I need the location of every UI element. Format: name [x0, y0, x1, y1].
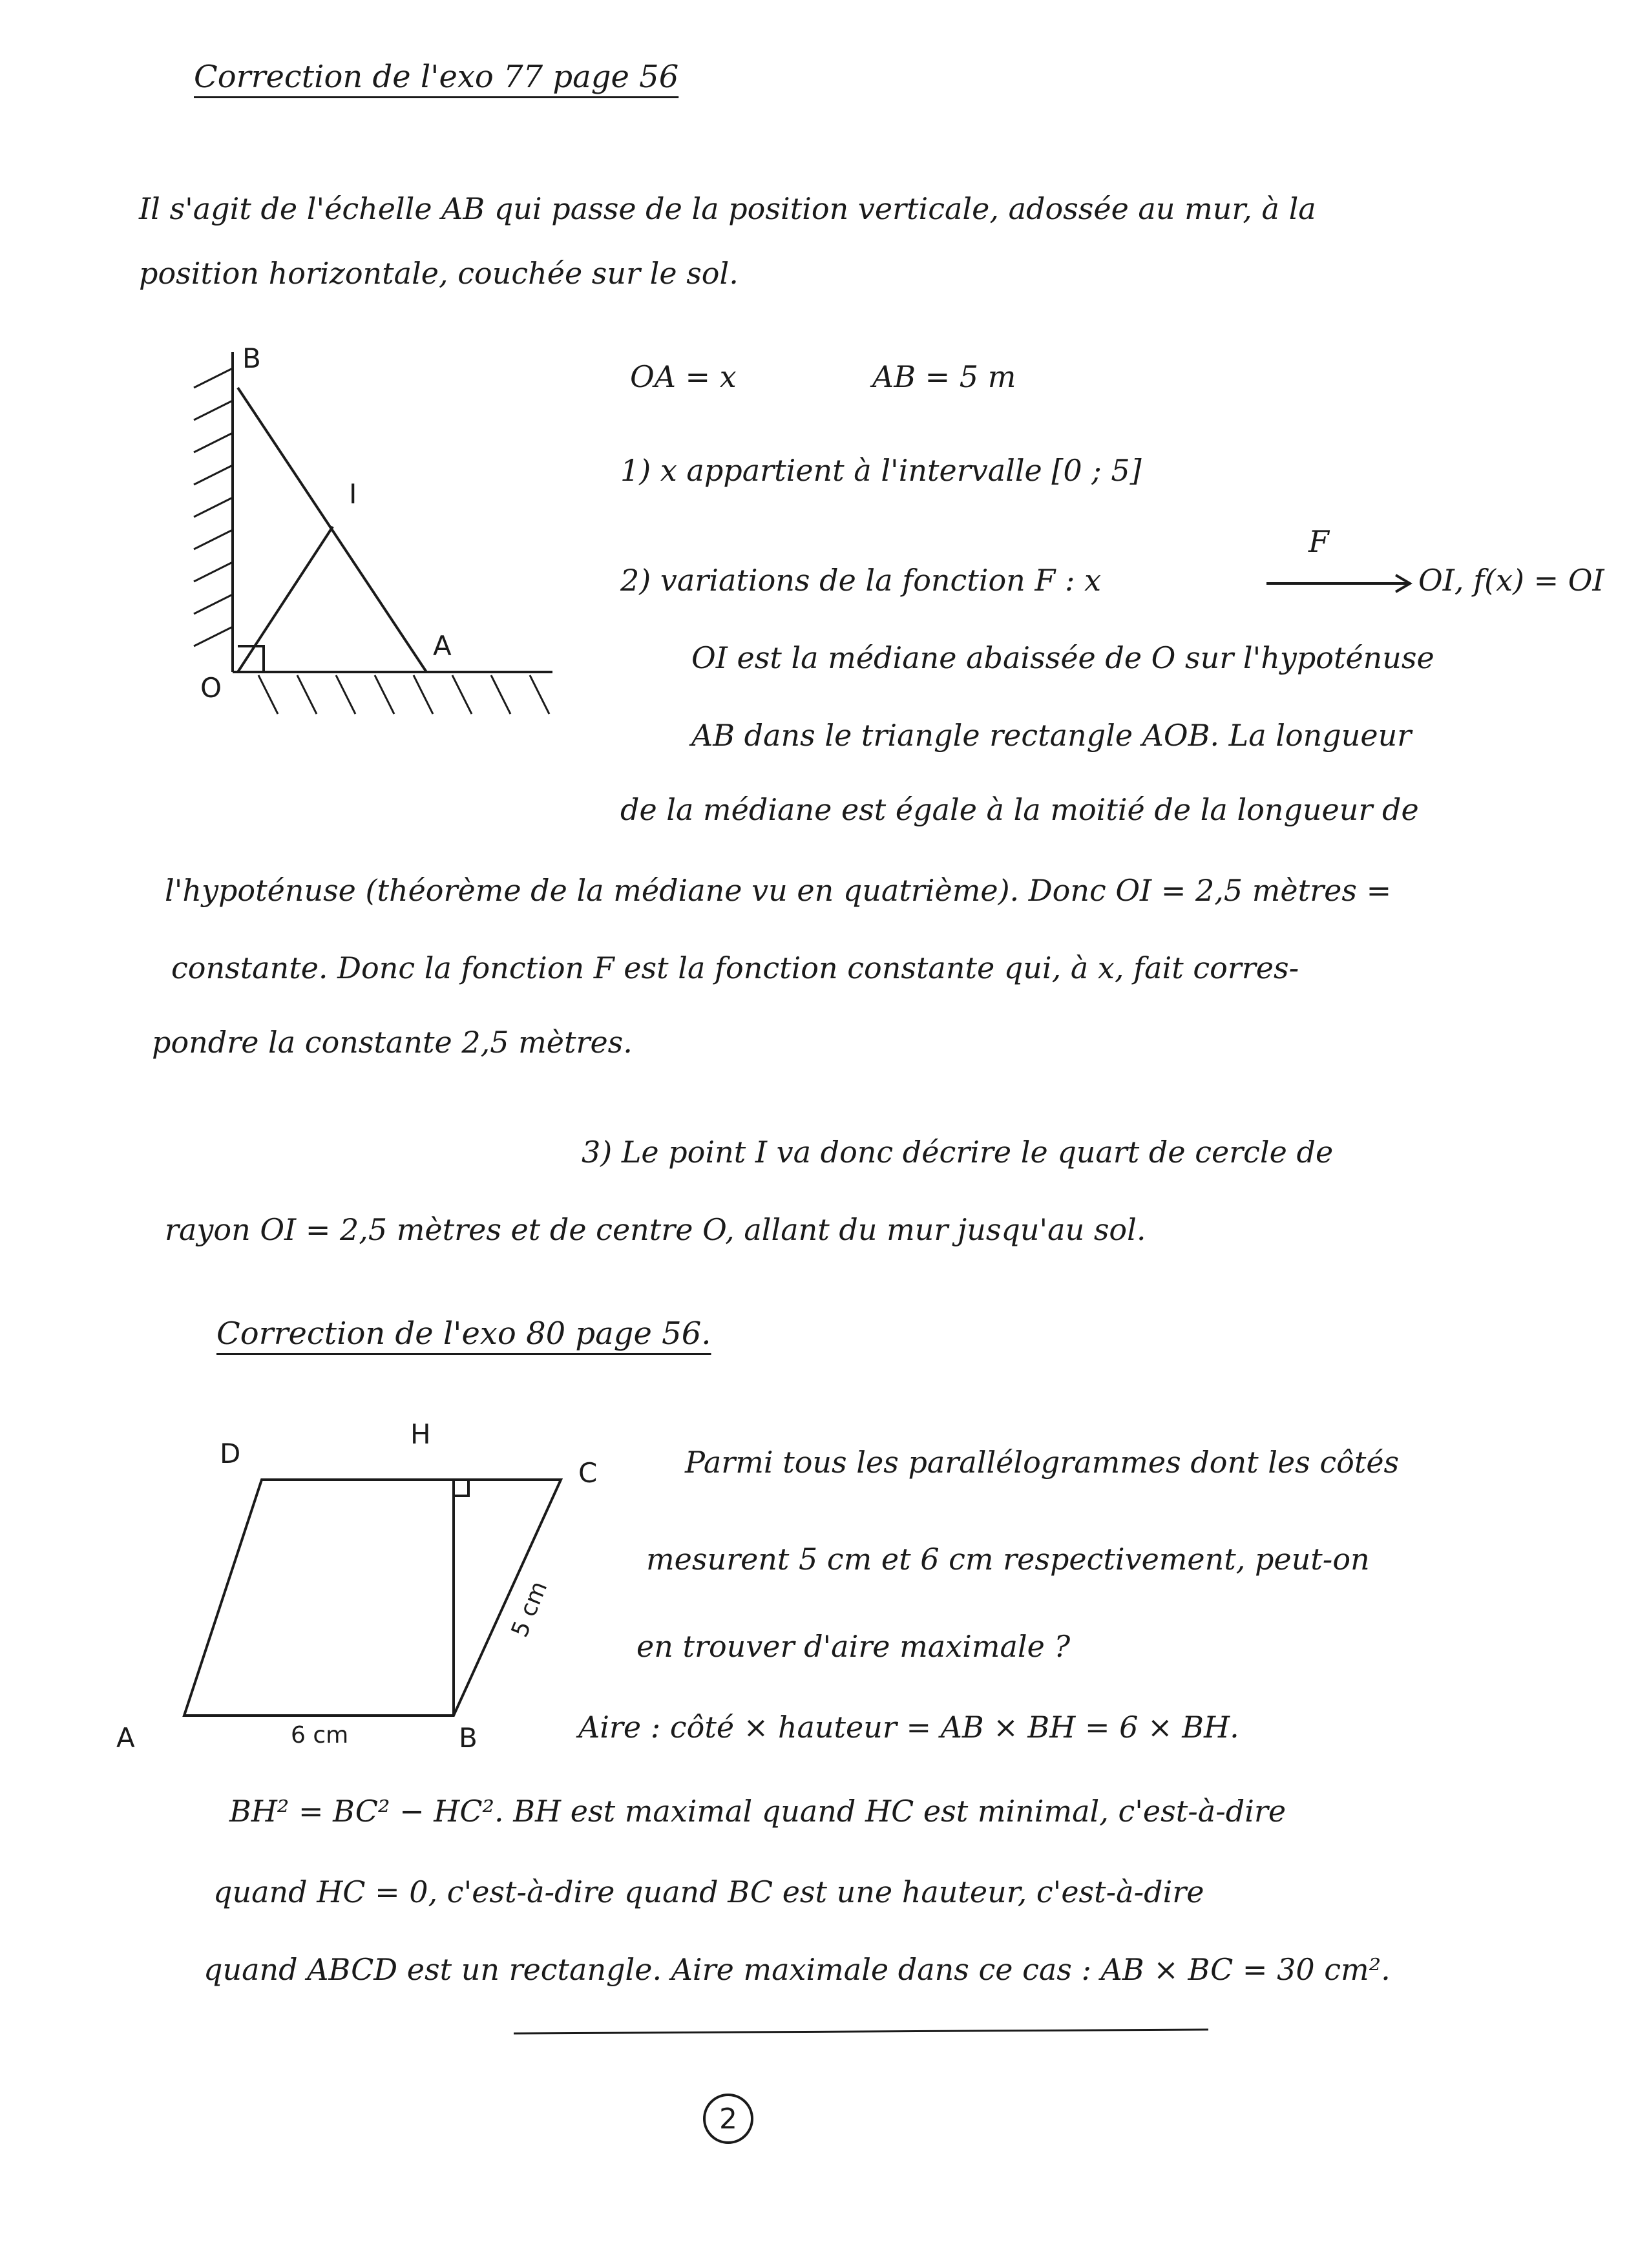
given-ab: AB = 5 m: [872, 359, 1016, 394]
question-2-line-3: AB dans le triangle rectangle AOB. La longueur: [691, 718, 1412, 753]
figure-label-o: O: [200, 672, 222, 704]
exo80-aire: Aire : côté × hauteur = AB × BH = 6 × BH.: [578, 1710, 1239, 1745]
parallelogram-label-b: B: [459, 1722, 478, 1754]
page-number: 2: [703, 2094, 753, 2144]
question-3-line-2: rayon OI = 2,5 mètres et de centre O, allant du mur jusqu'au sol.: [165, 1212, 1146, 1247]
exo80-question-line-1: Parmi tous les parallélogrammes dont les côtés: [685, 1445, 1400, 1480]
figure-label-b: B: [242, 342, 261, 374]
side-bc-length: 5 cm: [506, 1577, 553, 1641]
exo77-intro-line-1: Il s'agit de l'échelle AB qui passe de la position verticale, adossée au mur, à la: [139, 191, 1316, 226]
question-2-line-2: OI est la médiane abaissée de O sur l'hypoténuse: [691, 640, 1434, 675]
question-2-line-6: constante. Donc la fonction F est la fonction constante qui, à x, fait corres-: [171, 950, 1299, 985]
question-2-line-7: pondre la constante 2,5 mètres.: [152, 1025, 633, 1060]
question-2-line-1-end: OI, f(x) = OI: [1418, 563, 1604, 598]
exo80-line-2: quand HC = 0, c'est-à-dire quand BC est une hauteur, c'est-à-dire: [213, 1874, 1204, 1909]
exo80-line-3: quand ABCD est un rectangle. Aire maximale dans ce cas : AB × BC = 30 cm².: [204, 1952, 1391, 1987]
figure-label-i: I: [349, 478, 357, 510]
question-2-line-5: l'hypoténuse (théorème de la médiane vu en quatrième). Donc OI = 2,5 mètres =: [165, 873, 1392, 908]
exo77-title: Correction de l'exo 77 page 56: [194, 59, 679, 95]
parallelogram-label-h: H: [410, 1418, 431, 1450]
figure-label-a: A: [433, 630, 452, 662]
question-3-line-1: 3) Le point I va donc décrire le quart de cercle de: [582, 1135, 1334, 1170]
exo80-question-line-2: mesurent 5 cm et 6 cm respectivement, peut-on: [646, 1542, 1370, 1577]
exo80-question-line-3: en trouver d'aire maximale ?: [636, 1629, 1071, 1664]
side-ab-length: 6 cm: [291, 1722, 349, 1748]
given-oa: OA = x: [630, 359, 737, 394]
question-1-answer: 1) x appartient à l'intervalle [0 ; 5]: [620, 453, 1142, 488]
parallelogram-label-c: C: [578, 1457, 598, 1489]
exo77-intro-line-2: position horizontale, couchée sur le sol.: [139, 256, 739, 291]
function-arrow-label: F: [1308, 524, 1329, 559]
question-2-line-1: 2) variations de la fonction F : x: [620, 563, 1102, 598]
question-2-line-4: de la médiane est égale à la moitié de la longueur de: [620, 792, 1419, 827]
exo80-title: Correction de l'exo 80 page 56.: [216, 1316, 711, 1352]
parallelogram-label-d: D: [220, 1438, 241, 1469]
exo80-line-1: BH² = BC² − HC². BH est maximal quand HC est minimal, c'est-à-dire: [229, 1794, 1287, 1829]
parallelogram-label-a: A: [116, 1722, 135, 1754]
